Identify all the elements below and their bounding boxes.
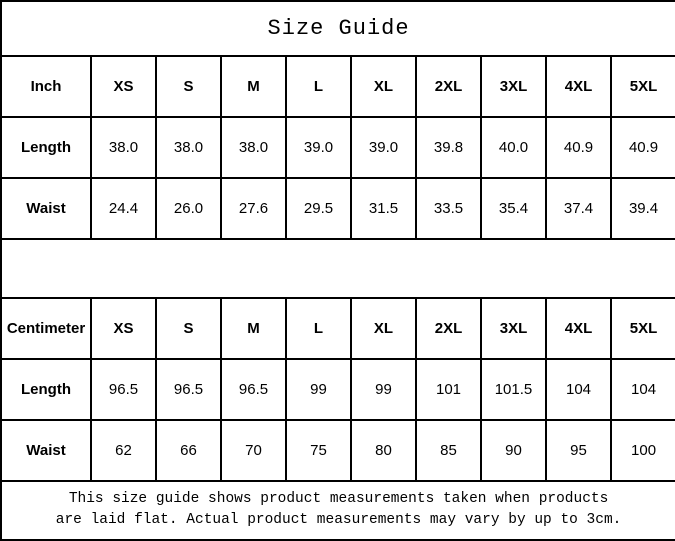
value-cell: 38.0 (221, 117, 286, 178)
value-cell: 66 (156, 420, 221, 481)
value-cell: 39.0 (286, 117, 351, 178)
size-header-cell: S (156, 56, 221, 117)
value-cell: 80 (351, 420, 416, 481)
unit-header-cell: Inch (1, 56, 91, 117)
size-header-cell: 4XL (546, 298, 611, 359)
value-cell: 101.5 (481, 359, 546, 420)
footer-note (1, 481, 675, 540)
value-cell: 85 (416, 420, 481, 481)
row-label-cell: Length (1, 117, 91, 178)
spacer-cell (1, 239, 675, 298)
value-cell: 96.5 (221, 359, 286, 420)
footer-note-line2: are laid flat. Actual product measurements may vary by up to 3cm. (55, 512, 622, 529)
measurement-row-length (1, 359, 675, 420)
value-cell: 29.5 (286, 178, 351, 239)
value-cell: 39.4 (611, 178, 675, 239)
footer-note-line1: This size guide shows product measurements taken when products (68, 491, 609, 508)
size-header-cell: XL (351, 298, 416, 359)
unit-header-cell: Centimeter (1, 298, 91, 359)
value-cell: 27.6 (221, 178, 286, 239)
value-cell: 33.5 (416, 178, 481, 239)
value-cell: 104 (611, 359, 675, 420)
value-cell: 24.4 (91, 178, 156, 239)
value-cell: 70 (221, 420, 286, 481)
value-cell: 38.0 (91, 117, 156, 178)
value-cell: 90 (481, 420, 546, 481)
footer-row (1, 481, 675, 540)
measurement-row-waist (1, 178, 675, 239)
value-cell: 38.0 (156, 117, 221, 178)
title-row (1, 1, 675, 56)
row-label-cell: Waist (1, 178, 91, 239)
measurement-row-waist (1, 420, 675, 481)
value-cell: 99 (286, 359, 351, 420)
size-header-cell: 2XL (416, 298, 481, 359)
value-cell: 96.5 (91, 359, 156, 420)
value-cell: 39.8 (416, 117, 481, 178)
size-header-cell: L (286, 298, 351, 359)
size-header-cell: 5XL (611, 298, 675, 359)
value-cell: 101 (416, 359, 481, 420)
value-cell: 62 (91, 420, 156, 481)
measurement-row-length (1, 117, 675, 178)
size-header-cell: 3XL (481, 56, 546, 117)
value-cell: 40.9 (611, 117, 675, 178)
size-header-cell: XL (351, 56, 416, 117)
value-cell: 95 (546, 420, 611, 481)
row-label-cell: Length (1, 359, 91, 420)
value-cell: 31.5 (351, 178, 416, 239)
value-cell: 37.4 (546, 178, 611, 239)
size-header-cell: 4XL (546, 56, 611, 117)
size-header-cell: 3XL (481, 298, 546, 359)
size-header-row-inch (1, 56, 675, 117)
size-header-cell: L (286, 56, 351, 117)
size-header-cell: XS (91, 298, 156, 359)
size-header-cell: M (221, 298, 286, 359)
value-cell: 40.9 (546, 117, 611, 178)
size-header-cell: 2XL (416, 56, 481, 117)
value-cell: 96.5 (156, 359, 221, 420)
size-header-cell: S (156, 298, 221, 359)
value-cell: 39.0 (351, 117, 416, 178)
spacer-row (1, 239, 675, 298)
size-header-cell: XS (91, 56, 156, 117)
size-header-cell: M (221, 56, 286, 117)
value-cell: 35.4 (481, 178, 546, 239)
value-cell: 75 (286, 420, 351, 481)
value-cell: 26.0 (156, 178, 221, 239)
value-cell: 99 (351, 359, 416, 420)
page-title: Size Guide (1, 1, 675, 56)
row-label-cell: Waist (1, 420, 91, 481)
value-cell: 100 (611, 420, 675, 481)
size-header-cell: 5XL (611, 56, 675, 117)
value-cell: 104 (546, 359, 611, 420)
size-header-row-centimeter (1, 298, 675, 359)
value-cell: 40.0 (481, 117, 546, 178)
